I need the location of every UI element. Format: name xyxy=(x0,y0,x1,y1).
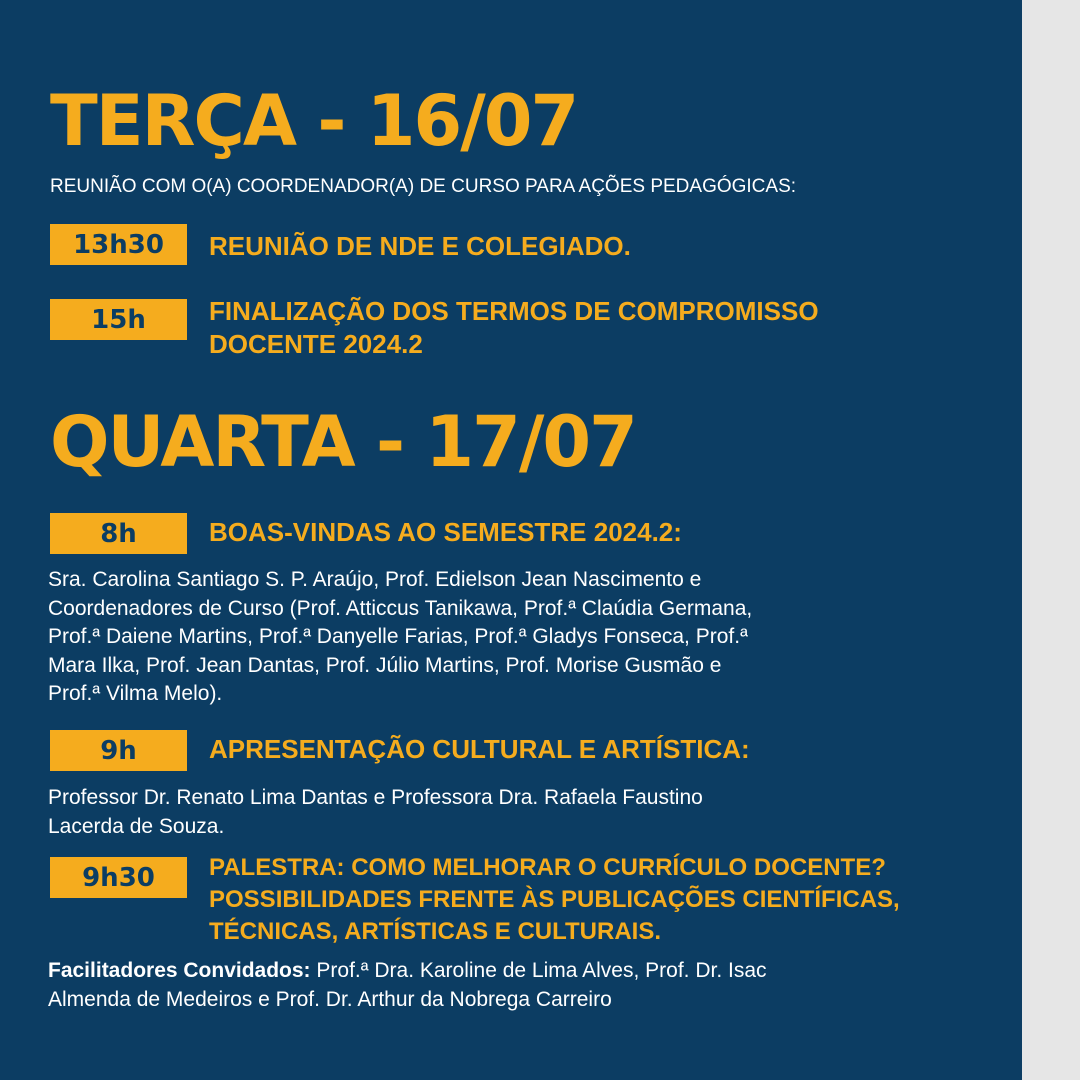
description-line: Professor Dr. Renato Lima Dantas e Professora Dra. Rafaela Faustino xyxy=(48,786,703,809)
palestra-title-line: POSSIBILIDADES FRENTE ÀS PUBLICAÇÕES CIENTÍFICAS, xyxy=(209,886,900,913)
description-line: Lacerda de Souza. xyxy=(48,814,225,838)
tuesday-subtitle: REUNIÃO COM O(A) COORDENADOR(A) DE CURSO PARA AÇÕES PEDAGÓGICAS: xyxy=(50,176,797,197)
event-title-apresentacao: APRESENTAÇÃO CULTURAL E ARTÍSTICA: xyxy=(209,734,750,764)
apresentacao-description xyxy=(48,784,968,841)
event-title-palestra xyxy=(209,852,969,948)
description-line: Prof.ª Vilma Melo). xyxy=(48,682,223,705)
event-title-nde: REUNIÃO DE NDE E COLEGIADO. xyxy=(209,231,631,261)
wednesday-title: QUARTA - 17/07 xyxy=(50,401,636,483)
tuesday-title: TERÇA - 16/07 xyxy=(50,80,578,162)
description-line: Coordenadores de Curso (Prof. Atticcus Tanikawa, Prof.ª Claúdia Germana, xyxy=(48,596,753,620)
description-line: Almenda de Medeiros e Prof. Dr. Arthur da Nobrega Carreiro xyxy=(48,987,612,1011)
time-badge-8h: 8h xyxy=(50,513,187,554)
description-line xyxy=(48,957,968,986)
time-badge-13h30: 13h30 xyxy=(50,224,187,265)
palestra-title-line: TÉCNICAS, ARTÍSTICAS E CULTURAIS. xyxy=(209,918,662,945)
description-line: Sra. Carolina Santiago S. P. Araújo, Prof. Edielson Jean Nascimento e xyxy=(48,568,702,591)
boas-vindas-description xyxy=(48,566,968,709)
event-title-termos: FINALIZAÇÃO DOS TERMOS DE COMPROMISSO DOCENTE 2024.2 xyxy=(209,296,819,359)
time-badge-9h: 9h xyxy=(50,730,187,771)
description-line: Mara Ilka, Prof. Jean Dantas, Prof. Júlio Martins, Prof. Morise Gusmão e xyxy=(48,653,722,677)
facilitators-label: Facilitadores Convidados: xyxy=(48,959,311,982)
side-strip xyxy=(1022,0,1080,1080)
facilitators-text: Prof.ª Dra. Karoline de Lima Alves, Prof. Dr. Isac xyxy=(310,959,767,982)
time-badge-15h: 15h xyxy=(50,299,187,340)
palestra-title-line: PALESTRA: COMO MELHORAR O CURRÍCULO DOCENTE? xyxy=(209,854,886,881)
description-line: Prof.ª Daiene Martins, Prof.ª Danyelle Farias, Prof.ª Gladys Fonseca, Prof.ª xyxy=(48,625,748,648)
event-title-boas-vindas: BOAS-VINDAS AO SEMESTRE 2024.2: xyxy=(209,517,682,547)
time-badge-9h30: 9h30 xyxy=(50,857,187,898)
palestra-description xyxy=(48,957,968,1014)
